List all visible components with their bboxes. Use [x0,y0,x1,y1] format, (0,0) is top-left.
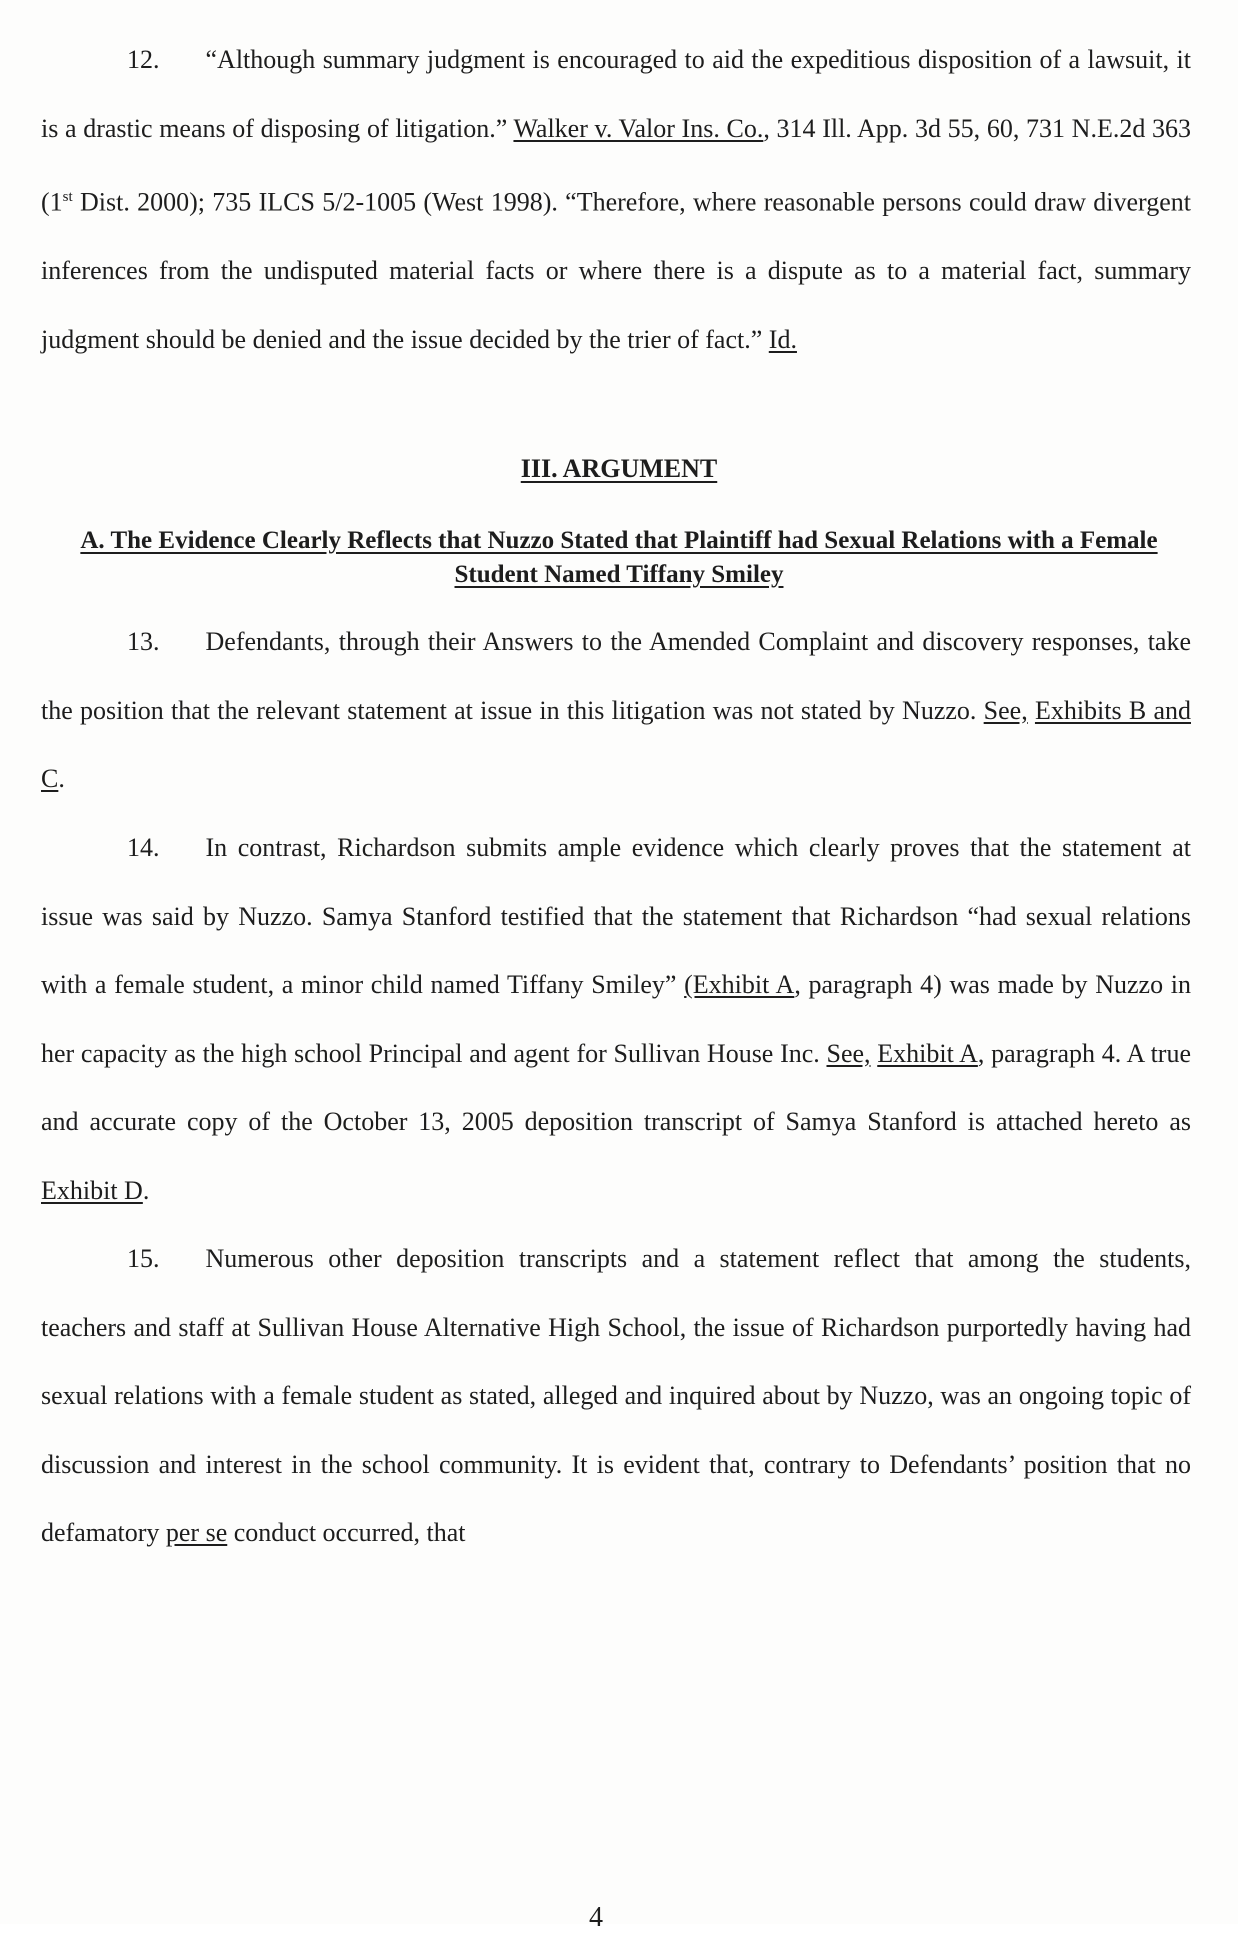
paragraph-text: conduct occurred, that [227,1518,466,1547]
paragraph-number: 14. [127,833,160,862]
paragraph-12 [41,26,1191,374]
paragraph-text: . [142,1175,150,1205]
paragraph-text: , paragraph 4. A true and accurate copy of the October 13, 2005 deposition transcript of Samya Stanford is attached hereto as [41,1038,1192,1136]
paragraph-number: 15. [127,1244,160,1273]
paragraph-text: , 314 Ill. App. 3d 55, 60, 731 N.E.2d 363 (1 [41,113,1192,217]
exhibit-reference: Exhibit A [877,1038,978,1068]
paragraph-13 [41,608,1191,814]
ordinal-superscript: st [62,189,73,205]
paragraph-text: . [58,764,65,793]
latin-term: per se [165,1518,228,1547]
paragraph-text: “Although summary judgment is encouraged to aid the expeditious disposition of a lawsuit, it is a drastic means of disposing of litigation.” [41,45,1191,143]
see-signal: See, [983,695,1028,725]
exhibit-reference: Exhibit D [41,1175,143,1205]
case-citation: Walker v. Valor Ins. Co. [513,113,764,143]
paragraph-text: Defendants, through their Answers to the Amended Complaint and discovery responses, take the position that the relevant statement at issue in this litigation was not stated by Nuzzo. [41,627,1191,725]
paragraph-15 [41,1225,1191,1568]
paragraph-text: Dist. 2000); 735 ILCS 5/2-1005 (West 1998). “Therefore, where reasonable persons could draw divergent inferences from the undisputed material facts or where there is a dispute as to a material fact, summary judgment should be denied and the issue decided by the trier of fact.” [41,187,1191,354]
paragraph-text: Numerous other deposition transcripts and a statement reflect that among the students, teachers and staff at Sullivan House Alternative High School, the issue of Richardson purportedly having had sexual relations with a female student as stated, alleged and inquired about by Nuzzo, was an ongoing topic of discussion and interest in the school community. It is evident that, contrary to Defendants’ position that no defamatory [41,1244,1191,1547]
paragraph-text: , paragraph 4) was made by Nuzzo in her capacity as the high school Principal and agent for Sullivan House Inc. [41,970,1191,1068]
id-citation: Id. [768,324,797,354]
page-number: 4 [589,1902,603,1933]
paragraph-text: In contrast, Richardson submits ample evidence which clearly proves that the statement at issue was said by Nuzzo. Samya Stanford testified that the statement that Richardson “had sexual relations with a female student, a minor child named Tiffany Smiley” [41,833,1191,999]
paragraph-number: 12. [127,45,160,74]
exhibit-reference: (Exhibit A [684,970,795,999]
subsection-heading: A. The Evidence Clearly Reflects that Nuzzo Stated that Plaintiff had Sexual Relations with a Female Student Named Tiffany Smiley [80,527,1158,588]
paragraph-number: 13. [127,627,160,656]
paragraph-14 [41,814,1191,1225]
exhibit-reference: Exhibits B and C [41,695,1191,793]
see-signal: See, [826,1038,871,1068]
section-heading: III. ARGUMENT [520,454,718,483]
